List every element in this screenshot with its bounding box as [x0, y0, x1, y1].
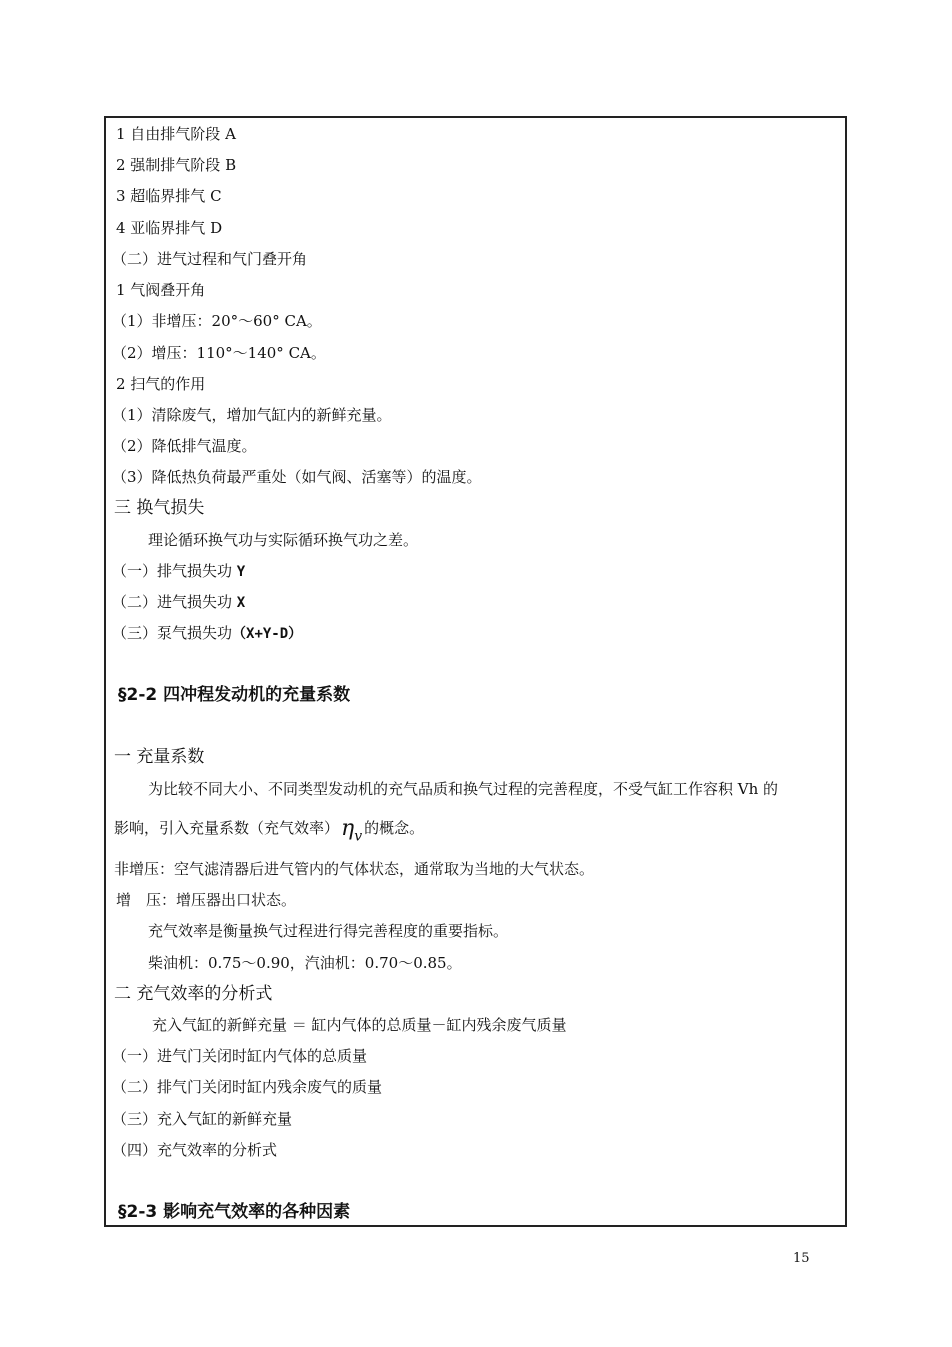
text-line: 充入气缸的新鲜充量 ＝ 缸内气体的总质量－缸内残余废气质量 [152, 1016, 567, 1034]
text-line: 为比较不同大小、不同类型发动机的充气品质和换气过程的完善程度，不受气缸工作容积 Vh 的 [148, 780, 779, 798]
section-heading: 一 充量系数 [114, 747, 205, 767]
text-line: （二）进气损失功 X [112, 593, 246, 611]
text-line: （1）清除废气，增加气缸内的新鲜充量。 [112, 406, 392, 424]
text-line: （二）进气过程和气门叠开角 [112, 250, 308, 268]
section-heading: 二 充气效率的分析式 [114, 984, 273, 1004]
text-line: （1）非增压：20°～60° CA。 [112, 312, 322, 330]
text-line: 2 扫气的作用 [116, 375, 206, 393]
text-line: 理论循环换气功与实际循环换气功之差。 [148, 531, 419, 549]
text-line: （一）进气门关闭时缸内气体的总质量 [112, 1047, 368, 1065]
page-number: 15 [793, 1251, 810, 1266]
content-frame [104, 116, 847, 1227]
text-line: （3）降低热负荷最严重处（如气阀、活塞等）的温度。 [112, 468, 482, 486]
text-line: （四）充气效率的分析式 [112, 1141, 278, 1159]
text-line: （二）排气门关闭时缸内残余废气的质量 [112, 1078, 383, 1096]
section-heading: 三 换气损失 [114, 498, 205, 518]
text-line: 非增压：空气滤清器后进气管内的气体状态，通常取为当地的大气状态。 [114, 860, 595, 878]
text-line: 影响，引入充量系数（充气效率）$\eta_v$ 的概念。 [114, 816, 425, 845]
text-line: （2）增压：110°～140° CA。 [112, 344, 326, 362]
text-line: 2 强制排气阶段 B [116, 156, 237, 174]
text-line: 1 气阀叠开角 [116, 281, 206, 299]
text-line: 4 亚临界排气 D [116, 219, 223, 237]
text-line: （2）降低排气温度。 [112, 437, 257, 455]
text-line: 充气效率是衡量换气过程进行得完善程度的重要指标。 [148, 922, 509, 940]
eta-symbol: $\eta_v$ [341, 816, 363, 845]
text-line: 3 超临界排气 C [116, 187, 222, 205]
section-title: §2-2 四冲程发动机的充量系数 [118, 685, 351, 705]
text-line: （三）充入气缸的新鲜充量 [112, 1110, 293, 1128]
text-line: （三）泵气损失功（X+Y-D） [112, 624, 303, 642]
section-title: §2-3 影响充气效率的各种因素 [118, 1202, 351, 1222]
text-line: 柴油机：0.75～0.90，汽油机：0.70～0.85。 [148, 954, 462, 972]
text-line: 1 自由排气阶段 A [116, 125, 236, 143]
text-line: 增 压：增压器出口状态。 [116, 891, 297, 909]
text-line: （一）排气损失功 Y [112, 562, 246, 580]
